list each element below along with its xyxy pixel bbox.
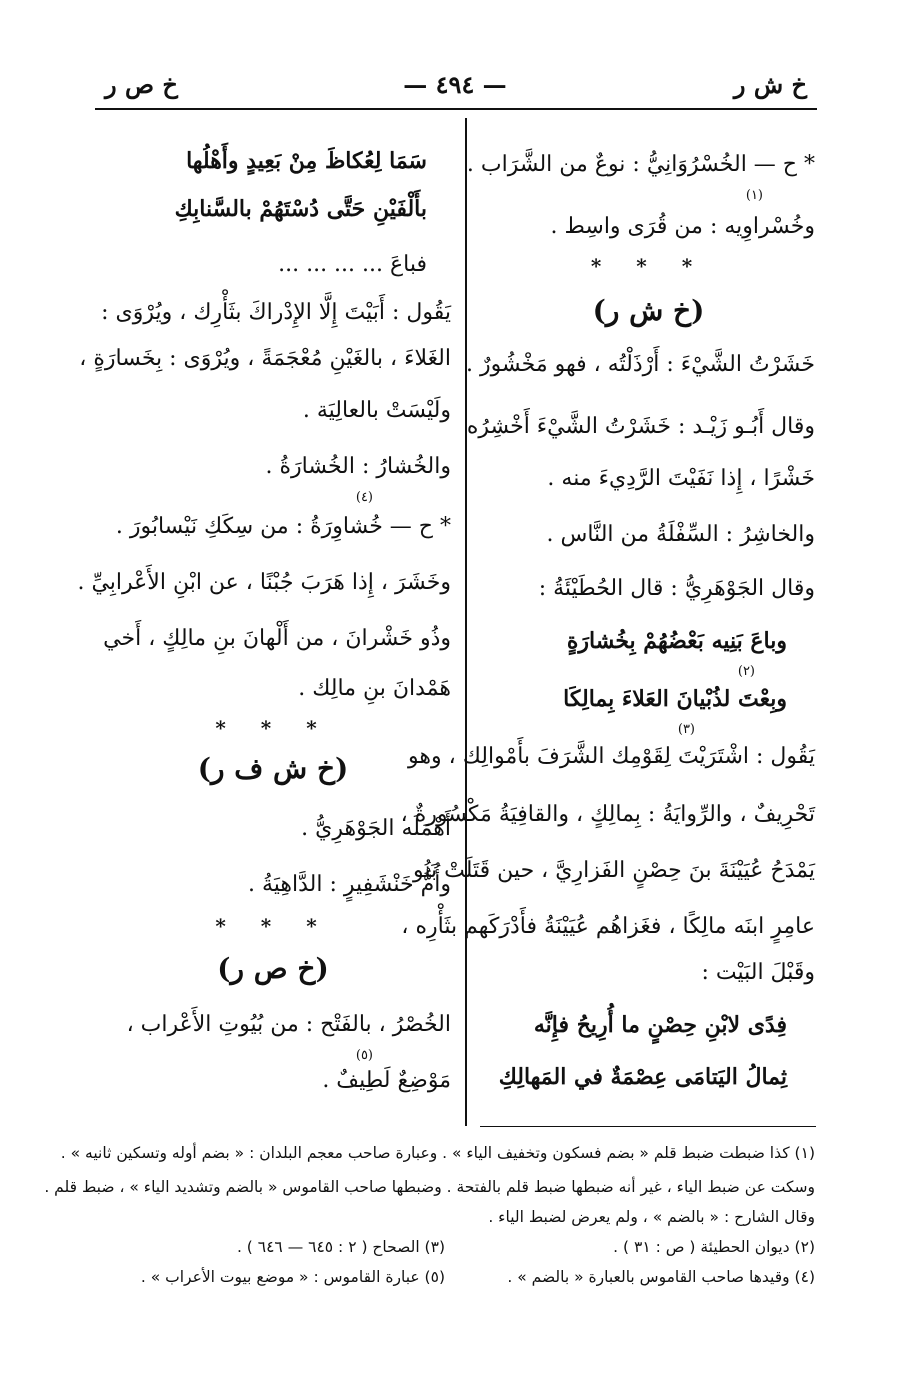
entry-line: خَشْرًا ، إِذا نَفَيْتَ الرَّدِيءَ منه .: [547, 466, 815, 491]
header-root-left: خ ص ر: [105, 70, 178, 99]
left-column: [77, 0, 451, 1120]
footnote-4: (٤) وقيدها صاحب القاموس بالعبارة « بالضم » .: [507, 1268, 815, 1286]
entry-line: عامِرٍ ابنَه مالِكًا ، فغَزاهُم عُيَيْنَةُ فأَدْرَكَهم بثَأْرِه ،: [401, 914, 815, 939]
page-number: — ٤٩٤ —: [403, 70, 507, 99]
verse-fragment: فباعَ ... ... ... ...: [278, 252, 427, 277]
entry-line: يَمْدَحُ عُيَيْنَةَ بنَ حِصْنٍ الفَزارِيَّ ، حين قَتَلَتْ بَنُو: [413, 858, 815, 883]
verse-line: سَمَا لِعُكاظَ مِنْ بَعِيدٍ وأَهْلُها: [186, 148, 427, 174]
footnote-1-cont: وقال الشارح : « بالضم » ، ولم يعرض لضبط الياء .: [488, 1208, 815, 1226]
verse-line: وباعَ بَنِيه بَعْضُهُمْ بِخُشارَةٍ: [566, 628, 787, 654]
footnote-marker: (٥): [355, 1048, 373, 1063]
entry-line: وقال أَبُـو زَيْـد : خَشَرْتُ الشَّيْءَ أَخْشِرُه: [466, 414, 815, 439]
footnote-3: (٣) الصحاح ( ٢ : ٦٤٥ — ٦٤٦ ) .: [236, 1238, 445, 1256]
footnote-marker: (٣): [677, 722, 695, 737]
section-separator: * * *: [215, 914, 331, 938]
verse-line: بأَلْفَيْنِ حَتَّى دُسْتَهُمْ بالسَّنابِكِ: [174, 196, 427, 222]
section-separator: * * *: [590, 254, 707, 278]
footnote-marker: (٤): [355, 490, 373, 505]
entry-line: خَشَرْتُ الشَّيْءَ : أَرْذَلْتُه ، فهو مَخْشُورٌ .: [466, 352, 815, 377]
header-root-right: خ ش ر: [733, 70, 807, 99]
entry-line: وخَشَرَ ، إِذا هَرَبَ جُبْنًا ، عن ابْنِ الأَعْرابِيِّ .: [77, 570, 451, 595]
entry-line: وقَبْلَ البَيْت :: [701, 960, 815, 985]
verse-line: فِدًى لابْنِ حِصْنٍ ما أُرِيحُ فإِنَّه: [533, 1012, 787, 1038]
entry-line: وخُسْراوِيه : من قُرَى واسِط .: [550, 214, 815, 239]
section-heading: (خ ش ف ر): [197, 752, 349, 785]
footnote-marker: (٢): [737, 664, 755, 679]
footnote-marker: (١): [745, 188, 763, 203]
footnote-5: (٥) عبارة القاموس : « موضع بيوت الأعراب » .: [140, 1268, 445, 1286]
entry-line: * ح — خُشاوِرَةُ : من سِكَكِ نَيْسابُورَ .: [115, 514, 451, 539]
section-separator: * * *: [215, 716, 331, 740]
entry-line: هَمْدانَ بنِ مالِك .: [298, 676, 451, 701]
entry-line: تَحْرِيفٌ ، والرِّوايَةُ : بِمالِكٍ ، والقافِيَةُ مَكْسُورةٌ ،: [400, 802, 815, 827]
footnote-1: (١) كذا ضبطت ضبط قلم « بضم فسكون وتخفيف الياء » . وعبارة صاحب معجم البلدان : « بضم أوله وتسكين ثانيه » .: [60, 1144, 815, 1162]
entry-line: وقال الجَوْهَرِيُّ : قال الحُطَيْئَةُ :: [538, 576, 815, 601]
section-heading: (خ ص ر): [217, 952, 329, 985]
entry-line: يَقُول : أَبَيْتَ إِلَّا الإِدْراكَ بثَأْرِك ، ويُرْوَى :: [101, 300, 451, 325]
entry-line: مَوْضِعٌ لَطِيفٌ .: [322, 1068, 451, 1093]
section-heading: (خ ش ر): [592, 294, 705, 327]
entry-line: الخُصْرُ ، بالفَتْح : من بُيُوتِ الأَعْراب ،: [126, 1012, 451, 1037]
verse-line: ثِمالُ اليَتامَى عِصْمَةٌ في المَهالِكِ: [498, 1064, 787, 1090]
entry-line: والخُشارُ : الخُشارَةُ .: [265, 454, 451, 479]
entry-line: * ح — الخُسْرُوَانِيُّ : نوعٌ من الشَّرَاب .: [466, 152, 815, 177]
entry-line: يَقُول : اشْتَرَيْتَ لِقَوْمِك الشَّرَفَ بأَمْوالِك ، وهو: [408, 744, 815, 769]
entry-line: وأُمُّ خَنْشَفِيرٍ : الدَّاهِيَةُ .: [247, 872, 451, 897]
verse-line: وبِعْتَ لذُبْيانَ العَلاءَ بِمالِكَا: [563, 686, 787, 712]
entry-line: وذُو خَشْرانَ ، من أَلْهانَ بنِ مالِكٍ ، أَخي: [103, 626, 451, 651]
footnote-2: (٢) ديوان الحطيئة ( ص : ٣١ ) .: [613, 1238, 815, 1256]
entry-line: والخاشِرُ : السِّفْلَةُ من النَّاس .: [546, 522, 815, 547]
entry-line: أَهْمَلَه الجَوْهَرِيُّ .: [301, 816, 451, 841]
entry-line: ولَيْسَتْ بالعالِيَة .: [302, 398, 451, 423]
entry-line: الغَلاءَ ، بالغَيْنِ مُعْجَمَةً ، ويُرْوَى : بِخَسارَةٍ ،: [79, 346, 451, 371]
column-divider: [465, 118, 467, 1126]
footnote-rule: [480, 1126, 816, 1127]
footnote-1-cont: وسكت عن ضبط الياء ، غير أنه ضبطها ضبط قلم بالفتحة . وضبطها صاحب القاموس « بالضم وتشديد الياء » ، ضبط قلم .: [44, 1178, 815, 1196]
